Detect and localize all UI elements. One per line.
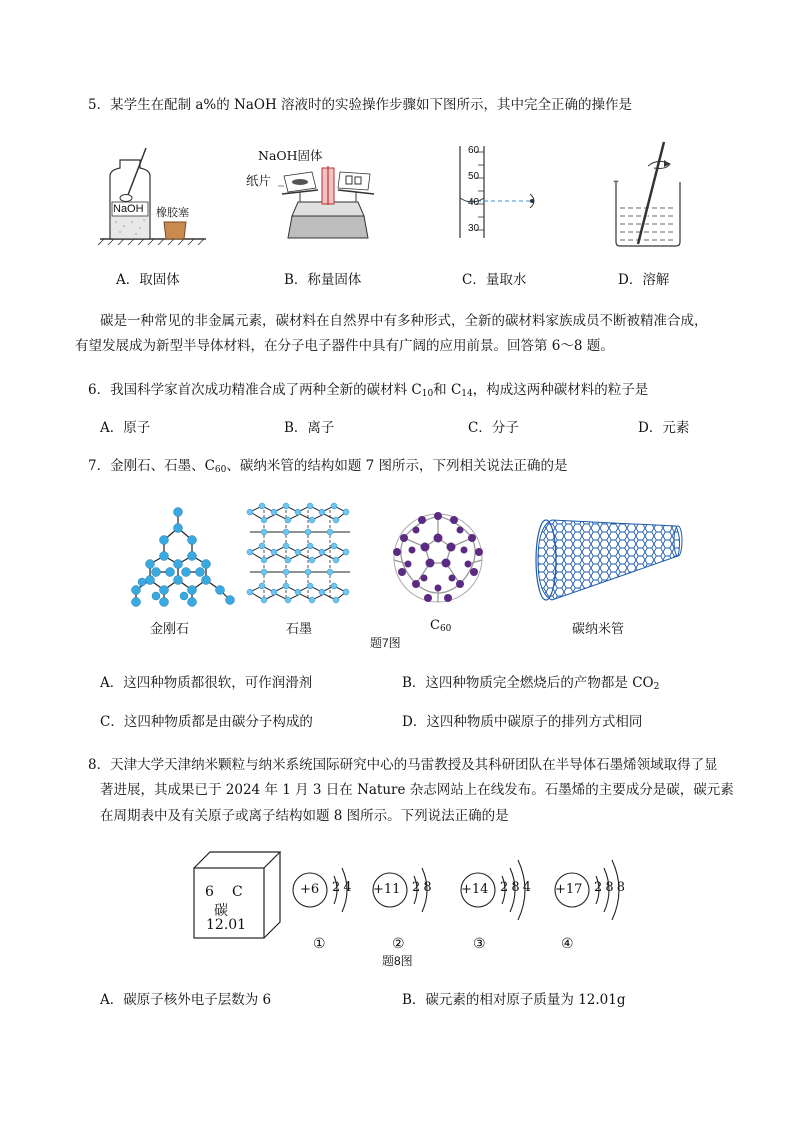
q5-option-d: D．溶解 bbox=[618, 272, 670, 288]
q5-option-c: C．量取水 bbox=[462, 272, 527, 288]
q7-option-d: D．这四种物质中碳原子的排列方式相同 bbox=[402, 714, 643, 730]
atom-3-label: ③ bbox=[473, 936, 486, 952]
scale-60: 60 bbox=[468, 145, 480, 156]
atom-4-nucleus: +17 bbox=[555, 882, 583, 897]
scale-30: 30 bbox=[468, 223, 480, 234]
caption-diamond: 金刚石 bbox=[150, 622, 190, 637]
q7-option-c: C．这四种物质都是由碳分子构成的 bbox=[100, 714, 313, 730]
q6-option-c: C．分子 bbox=[468, 420, 519, 436]
atom-2-nucleus: +11 bbox=[373, 882, 401, 897]
element-number: 6 bbox=[205, 884, 214, 900]
q7-option-b: B．这四种物质完全燃烧后的产物都是 $CO_2$ bbox=[402, 675, 660, 692]
q6-option-a: A．原子 bbox=[100, 420, 151, 436]
label-naoh: NaOH bbox=[113, 203, 144, 215]
element-mass: 12.01 bbox=[206, 917, 247, 933]
figure-nanotube bbox=[528, 516, 684, 604]
atom-structures bbox=[288, 848, 628, 948]
q8-option-a: A．碳原子核外电子层数为 6 bbox=[100, 992, 272, 1008]
atom-2-shells: 2 8 bbox=[412, 880, 432, 895]
element-symbol: C bbox=[232, 884, 243, 900]
atom-2-label: ② bbox=[392, 936, 405, 952]
caption-c60: $C_{60}$ bbox=[430, 618, 452, 634]
atom-4-shells: 2 8 8 bbox=[594, 880, 626, 895]
figure-diamond bbox=[120, 504, 235, 610]
figure-take-solid bbox=[98, 140, 208, 245]
q5-option-b: B．称量固体 bbox=[284, 272, 362, 288]
figure-8-title: 题8图 bbox=[382, 954, 413, 968]
atom-3-shells: 2 8 4 bbox=[500, 880, 532, 895]
caption-nanotube: 碳纳米管 bbox=[572, 622, 625, 637]
label-stopper: 橡胶塞 bbox=[156, 206, 189, 219]
q7-stem: 7．金刚石、石墨、$C_{60}$、碳纳米管的结构如题 7 图所示，下列相关说法正确的是 bbox=[88, 458, 568, 475]
q5-stem: 5．某学生在配制 a%的 NaOH 溶液时的实验操作步骤如下图所示，其中完全正确的操作是 bbox=[88, 97, 633, 113]
atom-1-label: ① bbox=[313, 936, 326, 952]
caption-graphite: 石墨 bbox=[286, 622, 313, 637]
label-paper: 纸片 bbox=[246, 173, 272, 188]
q7-option-a: A．这四种物质都很软，可作润滑剂 bbox=[100, 675, 313, 691]
atom-3-nucleus: +14 bbox=[461, 882, 489, 897]
q6-option-b: B．离子 bbox=[284, 420, 335, 436]
q5-option-a: A．取固体 bbox=[116, 272, 180, 288]
figure-c60 bbox=[388, 508, 488, 608]
figure-graphite bbox=[244, 500, 356, 610]
figure-7-title: 题7图 bbox=[370, 636, 401, 650]
q8-line-3: 在周期表中及有关原子或离子结构如题 8 图所示。下列说法正确的是 bbox=[100, 808, 509, 824]
q6-stem: 6．我国科学家首次成功精准合成了两种全新的碳材料 $C_{10}$和 $C_{14}$，构成这两种碳材料的粒子是 bbox=[88, 382, 649, 399]
atom-1-nucleus: +6 bbox=[300, 882, 320, 897]
atom-4-label: ④ bbox=[561, 936, 574, 952]
q8-line-1: 8．天津大学天津纳米颗粒与纳米系统国际研究中心的马雷教授及其科研团队在半导体石墨烯领域取得了显 bbox=[88, 757, 718, 773]
figure-measure-water bbox=[440, 142, 550, 242]
intro-line-1: 碳是一种常见的非金属元素，碳材料在自然界中有多种形式，全新的碳材料家族成员不断被精准合成， bbox=[100, 313, 708, 329]
scale-40: 40 bbox=[468, 197, 480, 208]
intro-line-2: 有望发展成为新型半导体材料，在分子电子器件中具有广阔的应用前景。回答第 6～8 题。 bbox=[75, 338, 614, 354]
scale-50: 50 bbox=[468, 171, 480, 182]
q8-line-2: 著进展，其成果已于 2024 年 1 月 3 日在 Nature 杂志网站上在线发布。石墨烯的主要成分是碳，碳元素 bbox=[100, 782, 734, 798]
atom-1-shells: 2 4 bbox=[332, 880, 352, 895]
label-naoh-solid: NaOH固体 bbox=[258, 148, 323, 163]
element-name: 碳 bbox=[214, 903, 228, 919]
figure-dissolve bbox=[606, 138, 696, 250]
q6-option-d: D．元素 bbox=[638, 420, 690, 436]
q8-option-b: B．碳元素的相对原子质量为 12.01g bbox=[402, 992, 626, 1008]
